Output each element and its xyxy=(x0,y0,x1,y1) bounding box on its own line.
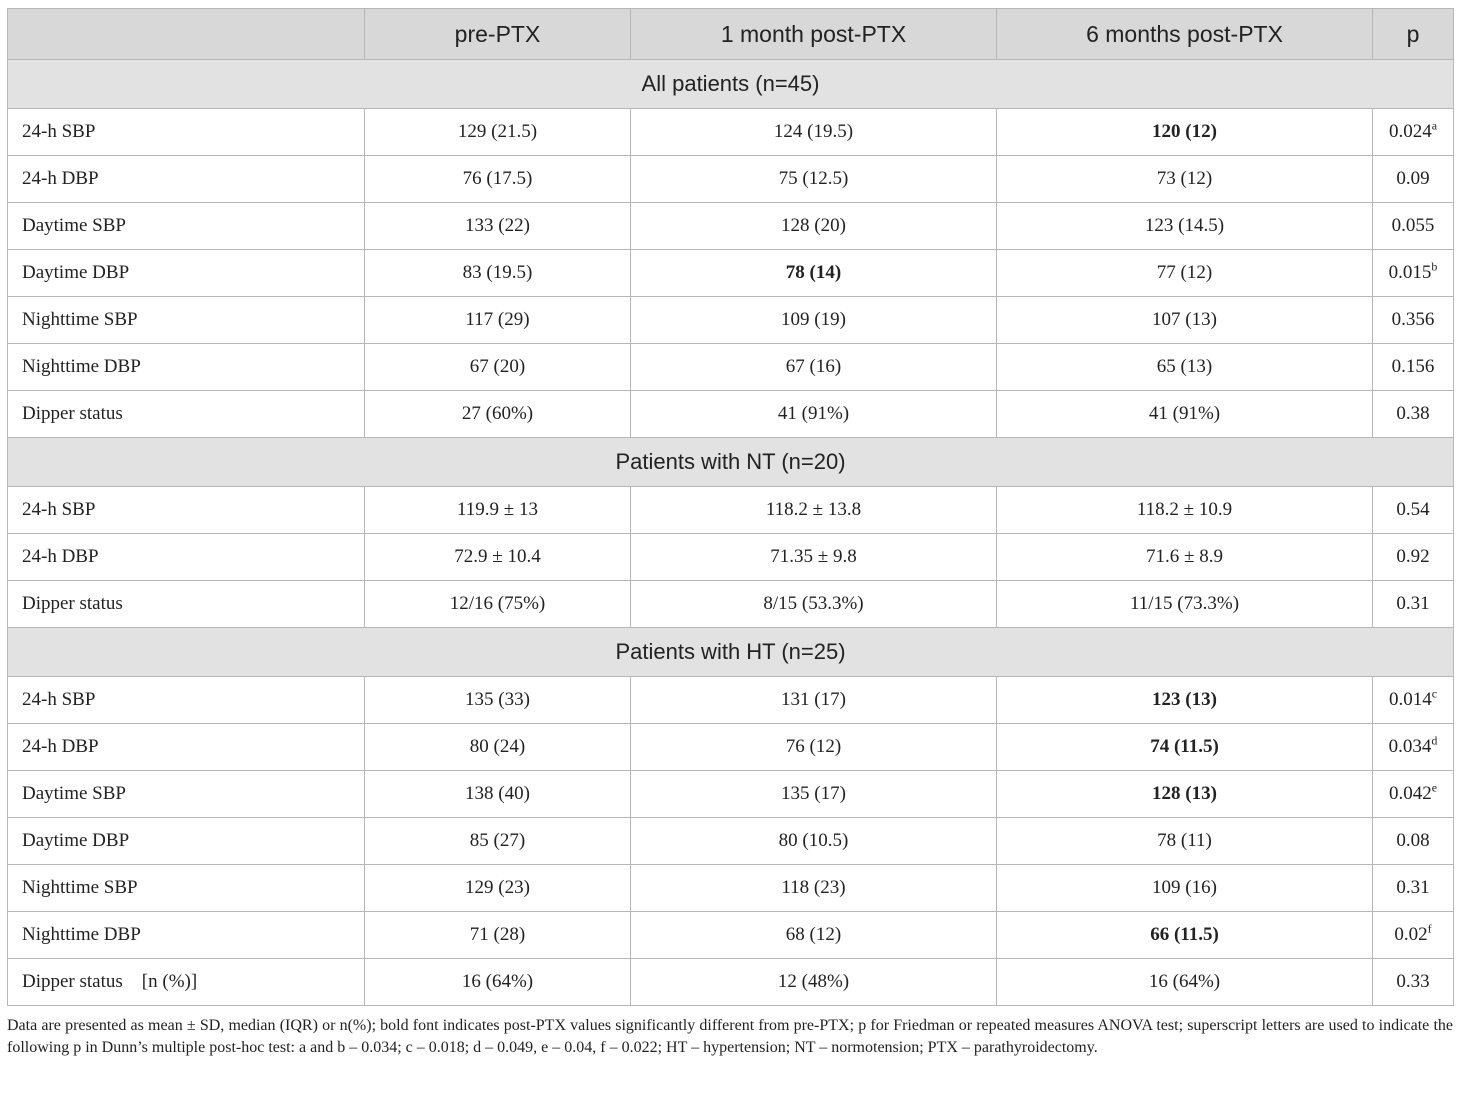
value-cell: 8/15 (53.3%) xyxy=(631,581,997,628)
value-cell: 67 (20) xyxy=(365,344,631,391)
p-value: 0.356 xyxy=(1391,309,1435,330)
row-label: 24-h DBP xyxy=(8,156,365,203)
p-value: 0.042 xyxy=(1388,783,1432,804)
value-cell: 12/16 (75%) xyxy=(365,581,631,628)
value-cell: 68 (12) xyxy=(631,912,997,959)
value-cell: 123 (14.5) xyxy=(997,203,1373,250)
value-cell: 80 (10.5) xyxy=(631,818,997,865)
row-label: Daytime SBP xyxy=(8,771,365,818)
value-cell: 74 (11.5) xyxy=(997,724,1373,771)
p-value-cell xyxy=(1373,912,1454,959)
p-value-superscript: a xyxy=(1431,118,1438,133)
p-value-cell xyxy=(1373,771,1454,818)
row-label: 24-h DBP xyxy=(8,724,365,771)
p-value-cell xyxy=(1373,156,1454,203)
p-value-superscript: f xyxy=(1427,921,1432,936)
p-value-superscript: e xyxy=(1431,780,1438,795)
value-cell: 129 (23) xyxy=(365,865,631,912)
value-cell: 85 (27) xyxy=(365,818,631,865)
value-cell: 67 (16) xyxy=(631,344,997,391)
section-title: Patients with HT (n=25) xyxy=(8,628,1454,677)
header-cell-pre-ptx: pre-PTX xyxy=(365,9,631,60)
table-row xyxy=(8,581,1454,628)
section-row xyxy=(8,438,1454,487)
value-cell: 16 (64%) xyxy=(997,959,1373,1006)
value-cell: 73 (12) xyxy=(997,156,1373,203)
row-label: Daytime DBP xyxy=(8,818,365,865)
value-cell: 117 (29) xyxy=(365,297,631,344)
table-row xyxy=(8,203,1454,250)
value-cell: 11/15 (73.3%) xyxy=(997,581,1373,628)
p-value: 0.08 xyxy=(1396,830,1430,851)
section-row xyxy=(8,60,1454,109)
value-cell: 124 (19.5) xyxy=(631,109,997,156)
table-row xyxy=(8,771,1454,818)
p-value-cell xyxy=(1373,959,1454,1006)
table-row xyxy=(8,297,1454,344)
table-row xyxy=(8,724,1454,771)
value-cell: 109 (16) xyxy=(997,865,1373,912)
table-row xyxy=(8,865,1454,912)
table-row xyxy=(8,912,1454,959)
section-title: Patients with NT (n=20) xyxy=(8,438,1454,487)
p-value: 0.92 xyxy=(1396,546,1430,567)
table-row xyxy=(8,487,1454,534)
header-cell-p: p xyxy=(1373,9,1454,60)
value-cell: 16 (64%) xyxy=(365,959,631,1006)
value-cell: 77 (12) xyxy=(997,250,1373,297)
value-cell: 118.2 ± 10.9 xyxy=(997,487,1373,534)
p-value: 0.02 xyxy=(1394,924,1428,945)
header-row xyxy=(8,9,1454,60)
value-cell: 72.9 ± 10.4 xyxy=(365,534,631,581)
table-row xyxy=(8,818,1454,865)
row-label: Dipper status xyxy=(8,391,365,438)
p-value-cell xyxy=(1373,581,1454,628)
table-row xyxy=(8,959,1454,1006)
p-value-cell xyxy=(1373,534,1454,581)
value-cell: 27 (60%) xyxy=(365,391,631,438)
value-cell: 66 (11.5) xyxy=(997,912,1373,959)
value-cell: 128 (13) xyxy=(997,771,1373,818)
table-row xyxy=(8,250,1454,297)
row-label: Nighttime DBP xyxy=(8,912,365,959)
value-cell: 83 (19.5) xyxy=(365,250,631,297)
p-value: 0.33 xyxy=(1396,971,1430,992)
p-value: 0.034 xyxy=(1388,736,1432,757)
value-cell: 78 (14) xyxy=(631,250,997,297)
value-cell: 41 (91%) xyxy=(997,391,1373,438)
value-cell: 119.9 ± 13 xyxy=(365,487,631,534)
value-cell: 76 (12) xyxy=(631,724,997,771)
p-value-superscript: d xyxy=(1431,733,1438,748)
p-value-cell xyxy=(1373,203,1454,250)
row-label: 24-h DBP xyxy=(8,534,365,581)
value-cell: 109 (19) xyxy=(631,297,997,344)
p-value-cell xyxy=(1373,250,1454,297)
value-cell: 135 (17) xyxy=(631,771,997,818)
p-value: 0.156 xyxy=(1391,356,1435,377)
value-cell: 65 (13) xyxy=(997,344,1373,391)
p-value-superscript: b xyxy=(1431,259,1438,274)
value-cell: 128 (20) xyxy=(631,203,997,250)
row-label: 24-h SBP xyxy=(8,677,365,724)
table-footnote: Data are presented as mean ± SD, median (IQR) or n(%); bold font indicates post-PTX values significantly different from pre-PTX; p for Friedman or repeated measures ANOVA test; superscript letters are used to indicate the following p in Dunn’s multiple post-hoc test: a and b – 0.034; c – 0.018; d – 0.049, e – 0.04, f – 0.022; HT – hypertension; NT – normotension; PTX – parathyroidectomy. xyxy=(7,1017,1453,1056)
p-value: 0.024 xyxy=(1388,121,1432,142)
value-cell: 75 (12.5) xyxy=(631,156,997,203)
value-cell: 78 (11) xyxy=(997,818,1373,865)
p-value-cell xyxy=(1373,344,1454,391)
value-cell: 133 (22) xyxy=(365,203,631,250)
table-row xyxy=(8,156,1454,203)
row-label: Dipper status [n (%)] xyxy=(8,959,365,1006)
p-value-cell xyxy=(1373,487,1454,534)
value-cell: 129 (21.5) xyxy=(365,109,631,156)
value-cell: 12 (48%) xyxy=(631,959,997,1006)
table-row xyxy=(8,677,1454,724)
row-label: Daytime DBP xyxy=(8,250,365,297)
table-row xyxy=(8,109,1454,156)
row-label: Nighttime SBP xyxy=(8,297,365,344)
value-cell: 123 (13) xyxy=(997,677,1373,724)
p-value: 0.31 xyxy=(1396,593,1430,614)
p-value: 0.055 xyxy=(1391,215,1435,236)
row-label: 24-h SBP xyxy=(8,487,365,534)
value-cell: 107 (13) xyxy=(997,297,1373,344)
value-cell: 118.2 ± 13.8 xyxy=(631,487,997,534)
p-value-cell xyxy=(1373,391,1454,438)
value-cell: 138 (40) xyxy=(365,771,631,818)
p-value: 0.015 xyxy=(1388,262,1432,283)
value-cell: 76 (17.5) xyxy=(365,156,631,203)
table-row xyxy=(8,391,1454,438)
p-value-cell xyxy=(1373,297,1454,344)
value-cell: 71.35 ± 9.8 xyxy=(631,534,997,581)
value-cell: 120 (12) xyxy=(997,109,1373,156)
row-label: Nighttime DBP xyxy=(8,344,365,391)
value-cell: 118 (23) xyxy=(631,865,997,912)
section-row xyxy=(8,628,1454,677)
value-cell: 71 (28) xyxy=(365,912,631,959)
p-value: 0.014 xyxy=(1388,689,1432,710)
table-body xyxy=(8,60,1454,1006)
p-value-cell xyxy=(1373,109,1454,156)
row-label: 24-h SBP xyxy=(8,109,365,156)
p-value: 0.31 xyxy=(1396,877,1430,898)
header-cell-1-month: 1 month post-PTX xyxy=(631,9,997,60)
value-cell: 80 (24) xyxy=(365,724,631,771)
row-label: Daytime SBP xyxy=(8,203,365,250)
p-value-cell xyxy=(1373,865,1454,912)
p-value: 0.54 xyxy=(1396,499,1430,520)
header-cell-empty xyxy=(8,9,365,60)
p-value: 0.09 xyxy=(1396,168,1430,189)
section-title: All patients (n=45) xyxy=(8,60,1454,109)
p-value-cell xyxy=(1373,818,1454,865)
p-value-cell xyxy=(1373,677,1454,724)
value-cell: 71.6 ± 8.9 xyxy=(997,534,1373,581)
value-cell: 131 (17) xyxy=(631,677,997,724)
p-value-cell xyxy=(1373,724,1454,771)
table-row xyxy=(8,344,1454,391)
bp-table xyxy=(7,8,1454,1006)
p-value-superscript: c xyxy=(1431,686,1438,701)
value-cell: 41 (91%) xyxy=(631,391,997,438)
header-cell-6-months: 6 months post-PTX xyxy=(997,9,1373,60)
p-value: 0.38 xyxy=(1396,403,1430,424)
table-container xyxy=(7,8,1453,1059)
row-label: Dipper status xyxy=(8,581,365,628)
table-row xyxy=(8,534,1454,581)
value-cell: 135 (33) xyxy=(365,677,631,724)
row-label: Nighttime SBP xyxy=(8,865,365,912)
